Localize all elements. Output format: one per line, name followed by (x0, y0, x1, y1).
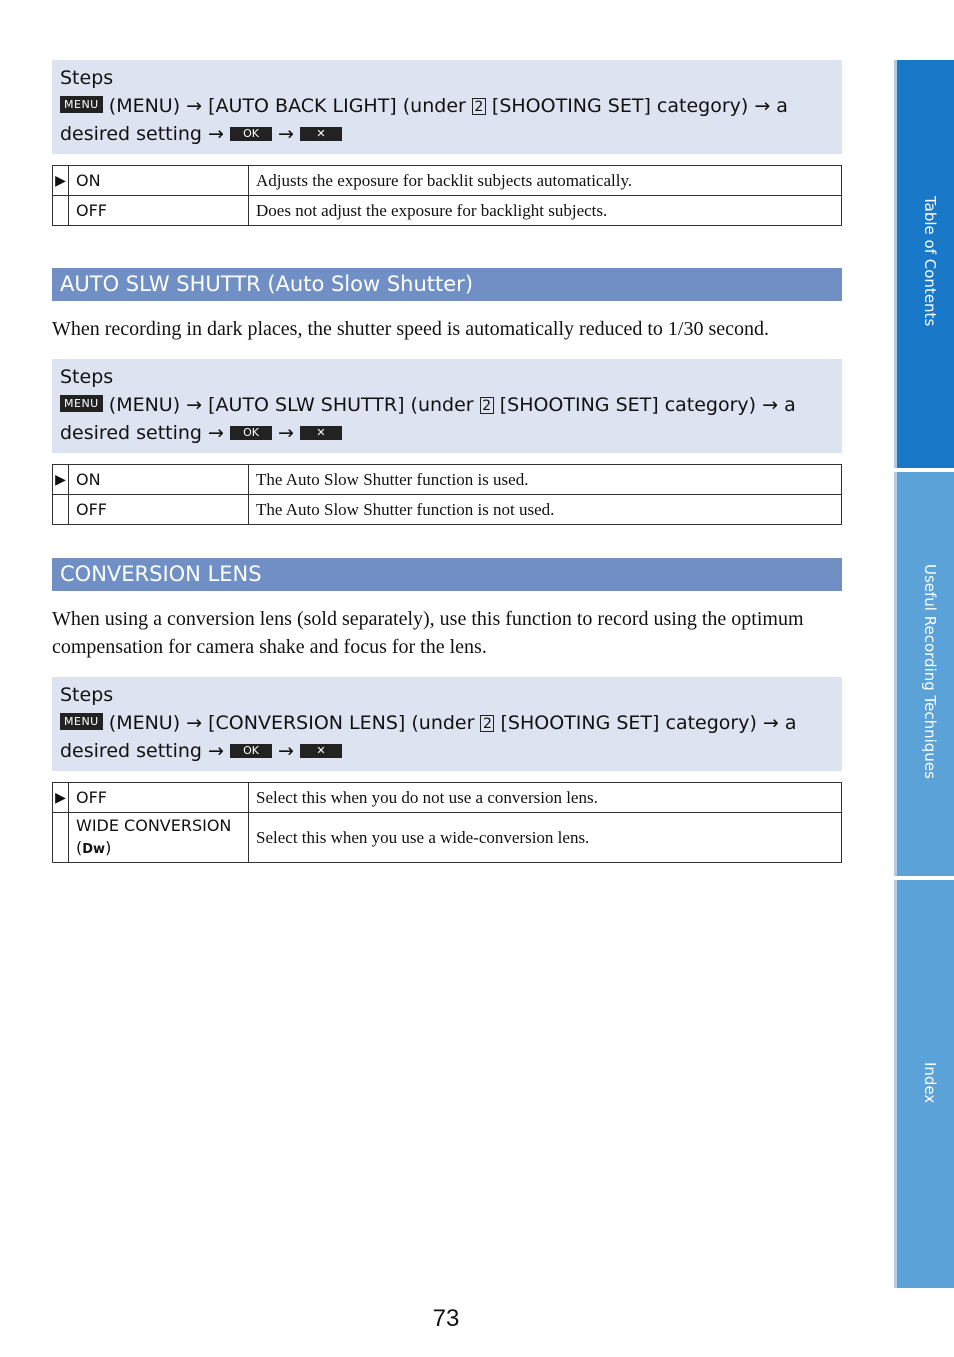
section-paragraph: When using a conversion lens (sold separately), use this function to record using the optimum compensation for camera shake and focus for the lens. (52, 608, 804, 658)
ok-icon: OK (230, 744, 272, 758)
steps-line-1 (60, 709, 834, 737)
option-name: OFF (69, 783, 249, 813)
menu-icon: MENU (60, 395, 103, 412)
options-table-auto-slw-shuttr (52, 464, 842, 525)
steps-line-2 (60, 737, 834, 765)
marker-cell (53, 813, 69, 863)
table-row (53, 813, 842, 863)
steps-desired-setting: desired setting → (60, 123, 224, 145)
steps-box-auto-back-light (52, 60, 842, 154)
steps-desired-setting: desired setting → (60, 422, 224, 444)
option-desc: Adjusts the exposure for backlit subjects automatically. (249, 166, 842, 196)
option-name-cell (69, 813, 249, 863)
tab-label: Index (921, 1062, 939, 1104)
wide-conversion-icon: Dw (82, 841, 106, 857)
marker-cell (53, 495, 69, 525)
section-heading-auto-slw-shuttr: AUTO SLW SHUTTR (Auto Slow Shutter) (52, 268, 842, 301)
default-marker-icon: ▶ (53, 166, 69, 196)
steps-line-1 (60, 92, 834, 120)
option-desc: The Auto Slow Shutter function is used. (249, 465, 842, 495)
tab-table-of-contents[interactable] (894, 60, 954, 468)
tab-label: Table of Contents (921, 196, 939, 327)
section-paragraph: When recording in dark places, the shutter speed is automatically reduced to 1/30 second. (52, 318, 769, 340)
close-icon: ✕ (300, 744, 342, 758)
category-2-icon: 2 (480, 397, 494, 414)
menu-icon: MENU (60, 713, 103, 730)
steps-title: Steps (60, 67, 114, 89)
tab-index[interactable] (894, 880, 954, 1288)
steps-line-1 (60, 391, 834, 419)
option-desc: Select this when you use a wide-conversion lens. (249, 813, 842, 863)
default-marker-icon: ▶ (53, 783, 69, 813)
option-name: WIDE CONVERSION (76, 815, 232, 835)
option-name: OFF (69, 495, 249, 525)
steps-path-b: [SHOOTING SET] category) → a (499, 394, 796, 416)
table-row (53, 166, 842, 196)
options-table-conversion-lens (52, 782, 842, 863)
option-desc: Does not adjust the exposure for backlight subjects. (249, 196, 842, 226)
close-icon: ✕ (300, 426, 342, 440)
menu-icon: MENU (60, 96, 103, 113)
steps-path-b: [SHOOTING SET] category) → a (500, 712, 797, 734)
steps-title: Steps (60, 684, 114, 706)
option-desc: Select this when you do not use a conversion lens. (249, 783, 842, 813)
steps-path-b: [SHOOTING SET] category) → a (491, 95, 788, 117)
option-name: ON (69, 166, 249, 196)
table-row (53, 196, 842, 226)
steps-path-a: (MENU) → [CONVERSION LENS] (under (108, 712, 475, 734)
table-row (53, 465, 842, 495)
option-name: ON (69, 465, 249, 495)
option-name: OFF (69, 196, 249, 226)
steps-line-2 (60, 120, 834, 148)
option-desc: The Auto Slow Shutter function is not used. (249, 495, 842, 525)
paren-open: ( (76, 837, 83, 857)
paren-close: ) (105, 837, 112, 857)
default-marker-icon: ▶ (53, 465, 69, 495)
category-2-icon: 2 (480, 715, 494, 732)
marker-cell (53, 196, 69, 226)
category-2-icon: 2 (472, 98, 486, 115)
steps-box-conversion-lens (52, 677, 842, 771)
steps-desired-setting: desired setting → (60, 740, 224, 762)
steps-arrow: → (278, 422, 294, 444)
steps-path-a: (MENU) → [AUTO BACK LIGHT] (under (108, 95, 466, 117)
steps-arrow: → (278, 740, 294, 762)
ok-icon: OK (230, 426, 272, 440)
tab-label: Useful Recording Techniques (921, 564, 939, 779)
options-table-auto-back-light (52, 165, 842, 226)
steps-box-auto-slw-shuttr (52, 359, 842, 453)
table-row (53, 495, 842, 525)
steps-line-2 (60, 419, 834, 447)
table-row (53, 783, 842, 813)
page-content (52, 60, 842, 863)
steps-path-a: (MENU) → [AUTO SLW SHUTTR] (under (108, 394, 474, 416)
steps-arrow: → (278, 123, 294, 145)
close-icon: ✕ (300, 127, 342, 141)
wide-conversion-icon-line (76, 837, 241, 861)
ok-icon: OK (230, 127, 272, 141)
section-heading-conversion-lens: CONVERSION LENS (52, 558, 842, 591)
page-number: 73 (432, 1305, 460, 1332)
steps-title: Steps (60, 366, 114, 388)
tab-useful-recording-techniques[interactable] (894, 472, 954, 876)
